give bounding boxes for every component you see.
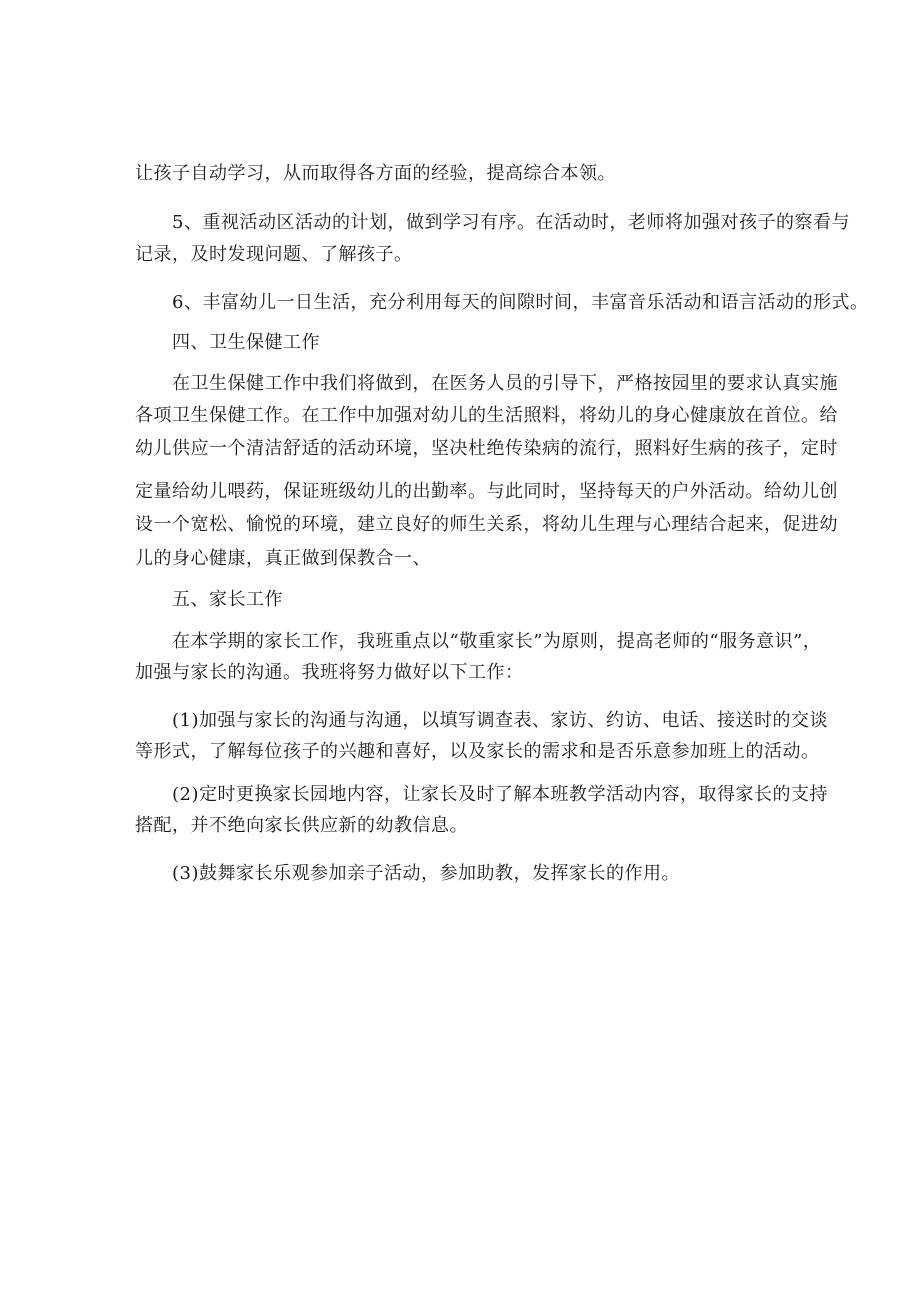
text-line: 在卫生保健工作中我们将做到，在医务人员的引导下，严格按园里的要求认真实施 — [172, 373, 838, 394]
section-heading: 四、卫生保健工作 — [172, 332, 320, 353]
text-line: 定量给幼儿喂药，保证班级幼儿的出勤率。与此同时，坚持每天的户外活动。给幼儿创 — [135, 481, 838, 502]
text-line: 加强与家长的沟通。我班将努力做好以下工作： — [135, 662, 524, 683]
text-line: 记录，及时发现问题、了解孩子。 — [135, 244, 413, 265]
text-line: 5、重视活动区活动的计划，做到学习有序。在活动时，老师将加强对孩子的察看与 — [172, 212, 850, 233]
text-line: 让孩子自动学习，从而取得各方面的经验，提高综合本领。 — [135, 163, 616, 184]
list-item-continuation: 搭配，并不绝向家长供应新的幼教信息。 — [135, 815, 468, 836]
text-line: 儿的身心健康，真正做到保教合一、 — [135, 548, 431, 569]
text-line: 在本学期的家长工作，我班重点以“敬重家长”为原则，提高老师的“服务意识”， — [172, 631, 822, 652]
list-item: (3)鼓舞家长乐观参加亲子活动，参加助教，发挥家长的作用。 — [172, 863, 680, 884]
text-line: 设一个宽松、愉悦的环境，建立良好的师生关系，将幼儿生理与心理结合起来，促进幼 — [135, 514, 838, 535]
text-line: 幼儿供应一个清洁舒适的活动环境，坚决杜绝传染病的流行，照料好生病的孩子，定时 — [135, 438, 838, 459]
section-heading: 五、家长工作 — [172, 589, 283, 610]
list-item-continuation: 等形式，了解每位孩子的兴趣和喜好，以及家长的需求和是否乐意参加班上的活动。 — [135, 741, 820, 762]
list-item: (2)定时更换家长园地内容，让家长及时了解本班教学活动内容，取得家长的支持 — [172, 784, 828, 805]
text-line: 各项卫生保健工作。在工作中加强对幼儿的生活照料，将幼儿的身心健康放在首位。给 — [135, 405, 838, 426]
text-line: 6、丰富幼儿一日生活，充分利用每天的间隙时间，丰富音乐活动和语言活动的形式。 — [172, 292, 869, 313]
list-item: (1)加强与家长的沟通与沟通，以填写调查表、家访、约访、电话、接送时的交谈 — [172, 710, 828, 731]
